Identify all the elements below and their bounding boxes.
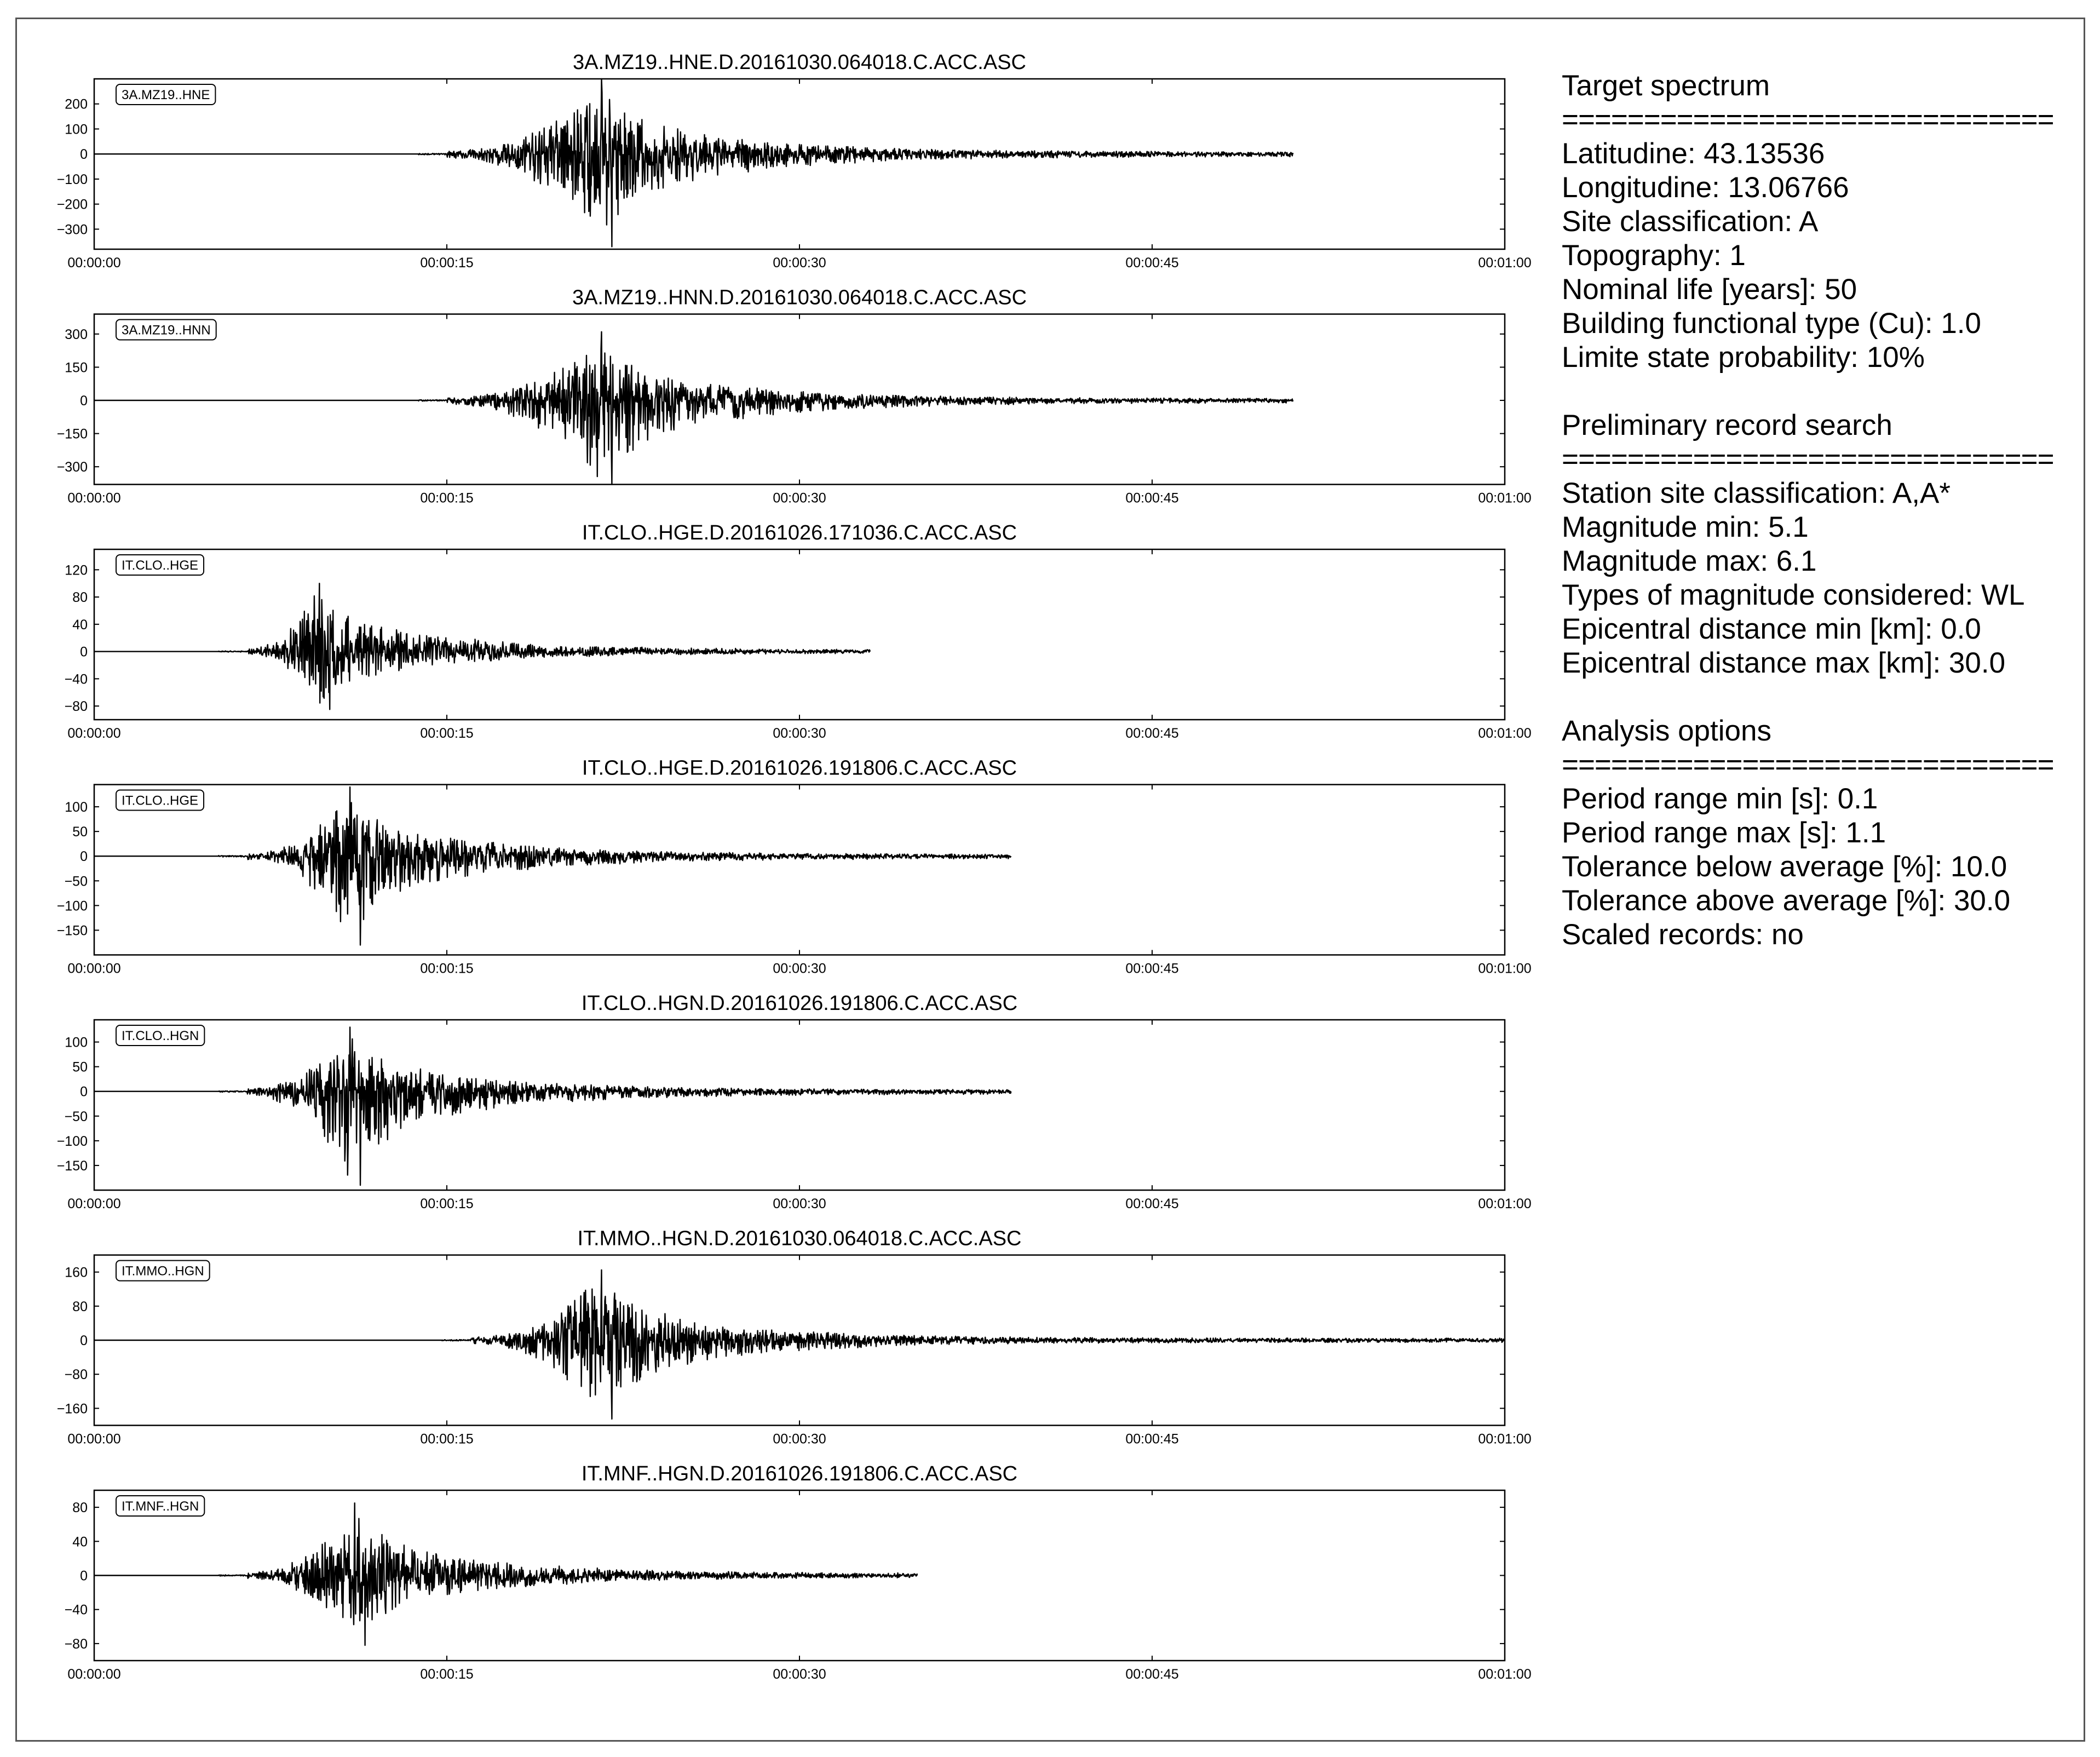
y-tick-label: 0 (80, 147, 88, 163)
info-line: Topography: 1 (1562, 239, 1746, 272)
x-tick-label: 00:00:45 (1125, 1431, 1179, 1447)
y-tick-label: 50 (72, 824, 88, 840)
info-line: Nominal life [years]: 50 (1562, 273, 1857, 306)
station-label: 3A.MZ19..HNE (122, 88, 210, 102)
x-tick-label: 00:01:00 (1478, 1431, 1532, 1447)
y-tick-label: 100 (65, 800, 88, 816)
y-tick-label: −80 (64, 1367, 88, 1383)
x-tick-label: 00:00:00 (67, 490, 121, 506)
y-tick-label: −50 (64, 1109, 88, 1124)
info-line: Tolerance below average [%]: 10.0 (1562, 851, 2007, 883)
x-tick-label: 00:01:00 (1478, 490, 1532, 506)
y-tick-label: 0 (80, 1333, 88, 1348)
seismogram-panel-7 (65, 1462, 1532, 1682)
info-line: Site classification: A (1562, 205, 1819, 238)
y-tick-label: 200 (65, 96, 88, 112)
info-section-preliminary-record-search (1562, 409, 2087, 680)
y-tick-label: −40 (64, 1602, 88, 1618)
info-line: Limite state probability: 10% (1562, 341, 1925, 374)
info-line: Epicentral distance max [km]: 30.0 (1562, 647, 2006, 679)
station-label: IT.CLO..HGE (122, 793, 199, 808)
x-tick-label: 00:00:00 (67, 1667, 121, 1682)
x-tick-label: 00:01:00 (1478, 726, 1532, 741)
waveform-trace (94, 332, 1293, 485)
panel-title: IT.MMO..HGN.D.20161030.064018.C.ACC.ASC (577, 1227, 1022, 1250)
x-tick-label: 00:01:00 (1478, 1667, 1532, 1682)
seismogram-panel-3 (65, 521, 1532, 741)
x-tick-label: 00:00:30 (773, 1431, 826, 1447)
x-tick-label: 00:00:00 (67, 1431, 121, 1447)
panel-title: IT.CLO..HGN.D.20161026.191806.C.ACC.ASC (581, 992, 1018, 1015)
info-line: Station site classification: A,A* (1562, 477, 1951, 509)
x-tick-label: 00:00:15 (420, 1431, 474, 1447)
y-tick-label: 0 (80, 1084, 88, 1100)
y-tick-label: −150 (56, 923, 88, 939)
x-tick-label: 00:00:45 (1125, 961, 1179, 977)
panel-title: 3A.MZ19..HNE.D.20161030.064018.C.ACC.ASC (573, 51, 1026, 74)
seismogram-panel-2 (57, 286, 1532, 506)
waveform-trace (94, 583, 870, 709)
seismogram-panel-6 (57, 1227, 1532, 1447)
section-title: Target spectrum (1562, 70, 1770, 102)
x-tick-label: 00:00:15 (420, 961, 474, 977)
y-tick-label: −150 (56, 1158, 88, 1174)
y-tick-label: −150 (56, 426, 88, 442)
x-tick-label: 00:00:30 (773, 1196, 826, 1211)
x-tick-label: 00:00:30 (773, 726, 826, 741)
x-tick-label: 00:01:00 (1478, 255, 1532, 271)
y-tick-label: −40 (64, 671, 88, 687)
axes-frame (94, 79, 1505, 249)
x-tick-label: 00:00:00 (67, 255, 121, 271)
y-tick-label: 80 (72, 1500, 88, 1516)
section-separator: ============================== (1562, 104, 2054, 136)
x-tick-label: 00:00:30 (773, 1667, 826, 1682)
seismogram-panel-4 (57, 757, 1532, 977)
y-tick-label: 120 (65, 562, 88, 578)
waveform-trace (94, 1270, 1505, 1419)
info-section-target-spectrum (1562, 69, 2087, 375)
y-tick-label: 50 (72, 1059, 88, 1075)
info-line: Types of magnitude considered: WL (1562, 579, 2025, 611)
y-tick-label: −200 (56, 197, 88, 213)
panel-title: 3A.MZ19..HNN.D.20161030.064018.C.ACC.ASC (572, 286, 1027, 309)
info-line: Tolerance above average [%]: 30.0 (1562, 885, 2011, 917)
section-title: Preliminary record search (1562, 409, 1892, 441)
y-tick-label: 40 (72, 1534, 88, 1550)
station-label: 3A.MZ19..HNN (122, 323, 211, 338)
info-line: Magnitude min: 5.1 (1562, 511, 1809, 543)
x-tick-label: 00:00:00 (67, 961, 121, 977)
y-tick-label: −50 (64, 874, 88, 889)
axes-frame (94, 785, 1505, 955)
y-tick-label: −100 (56, 171, 88, 187)
x-tick-label: 00:00:15 (420, 255, 474, 271)
x-tick-label: 00:00:45 (1125, 1196, 1179, 1211)
y-tick-label: 150 (65, 360, 88, 376)
x-tick-label: 00:00:15 (420, 490, 474, 506)
seismogram-panel-5 (57, 992, 1532, 1211)
info-panel (1562, 69, 2087, 986)
y-tick-label: −160 (56, 1401, 88, 1417)
x-tick-label: 00:01:00 (1478, 1196, 1532, 1211)
y-tick-label: −80 (64, 699, 88, 715)
x-tick-label: 00:00:15 (420, 1196, 474, 1211)
x-tick-label: 00:00:00 (67, 726, 121, 741)
y-tick-label: 300 (65, 326, 88, 342)
station-label: IT.CLO..HGE (122, 558, 199, 573)
panel-title: IT.CLO..HGE.D.20161026.171036.C.ACC.ASC (582, 521, 1017, 544)
y-tick-label: 0 (80, 393, 88, 409)
axes-frame (94, 1020, 1505, 1190)
y-tick-label: 160 (65, 1265, 88, 1281)
info-line: Scaled records: no (1562, 918, 1804, 951)
info-line: Longitudine: 13.06766 (1562, 171, 1849, 204)
y-tick-label: 100 (65, 122, 88, 137)
info-line: Building functional type (Cu): 1.0 (1562, 307, 1981, 340)
y-tick-label: 80 (72, 590, 88, 606)
x-tick-label: 00:00:00 (67, 1196, 121, 1211)
section-separator: ============================== (1562, 443, 2054, 475)
seismogram-panel-1 (57, 51, 1532, 271)
x-tick-label: 00:00:45 (1125, 255, 1179, 271)
y-tick-label: 0 (80, 849, 88, 865)
x-tick-label: 00:00:15 (420, 726, 474, 741)
y-tick-label: 80 (72, 1299, 88, 1314)
waveform-trace (94, 1503, 917, 1645)
panel-title: IT.MNF..HGN.D.20161026.191806.C.ACC.ASC (581, 1462, 1018, 1485)
x-tick-label: 00:00:30 (773, 255, 826, 271)
y-tick-label: 40 (72, 617, 88, 633)
panel-title: IT.CLO..HGE.D.20161026.191806.C.ACC.ASC (582, 756, 1017, 780)
section-title: Analysis options (1562, 715, 1771, 747)
x-tick-label: 00:00:15 (420, 1667, 474, 1682)
y-tick-label: 0 (80, 644, 88, 660)
info-line: Latitudine: 43.13536 (1562, 137, 1825, 170)
station-label: IT.MMO..HGN (122, 1264, 204, 1279)
info-line: Magnitude max: 6.1 (1562, 545, 1817, 577)
station-label: IT.CLO..HGN (122, 1029, 199, 1043)
info-line: Epicentral distance min [km]: 0.0 (1562, 613, 1981, 645)
station-label: IT.MNF..HGN (122, 1499, 199, 1514)
x-tick-label: 00:00:45 (1125, 726, 1179, 741)
y-tick-label: −80 (64, 1636, 88, 1652)
x-tick-label: 00:00:30 (773, 961, 826, 977)
y-tick-label: 100 (65, 1035, 88, 1050)
y-tick-label: −300 (56, 222, 88, 238)
y-tick-label: −300 (56, 460, 88, 475)
y-tick-label: −100 (56, 1133, 88, 1149)
waveform-trace (94, 787, 1011, 945)
waveform-trace (94, 79, 1293, 246)
section-separator: ============================== (1562, 749, 2054, 781)
x-tick-label: 00:00:45 (1125, 490, 1179, 506)
y-tick-label: −100 (56, 898, 88, 914)
x-tick-label: 00:00:30 (773, 490, 826, 506)
y-tick-label: 0 (80, 1568, 88, 1584)
info-line: Period range max [s]: 1.1 (1562, 817, 1886, 849)
waveform-trace (94, 1027, 1011, 1186)
x-tick-label: 00:01:00 (1478, 961, 1532, 977)
x-tick-label: 00:00:45 (1125, 1667, 1179, 1682)
info-section-analysis-options (1562, 714, 2087, 952)
info-line: Period range min [s]: 0.1 (1562, 783, 1878, 815)
